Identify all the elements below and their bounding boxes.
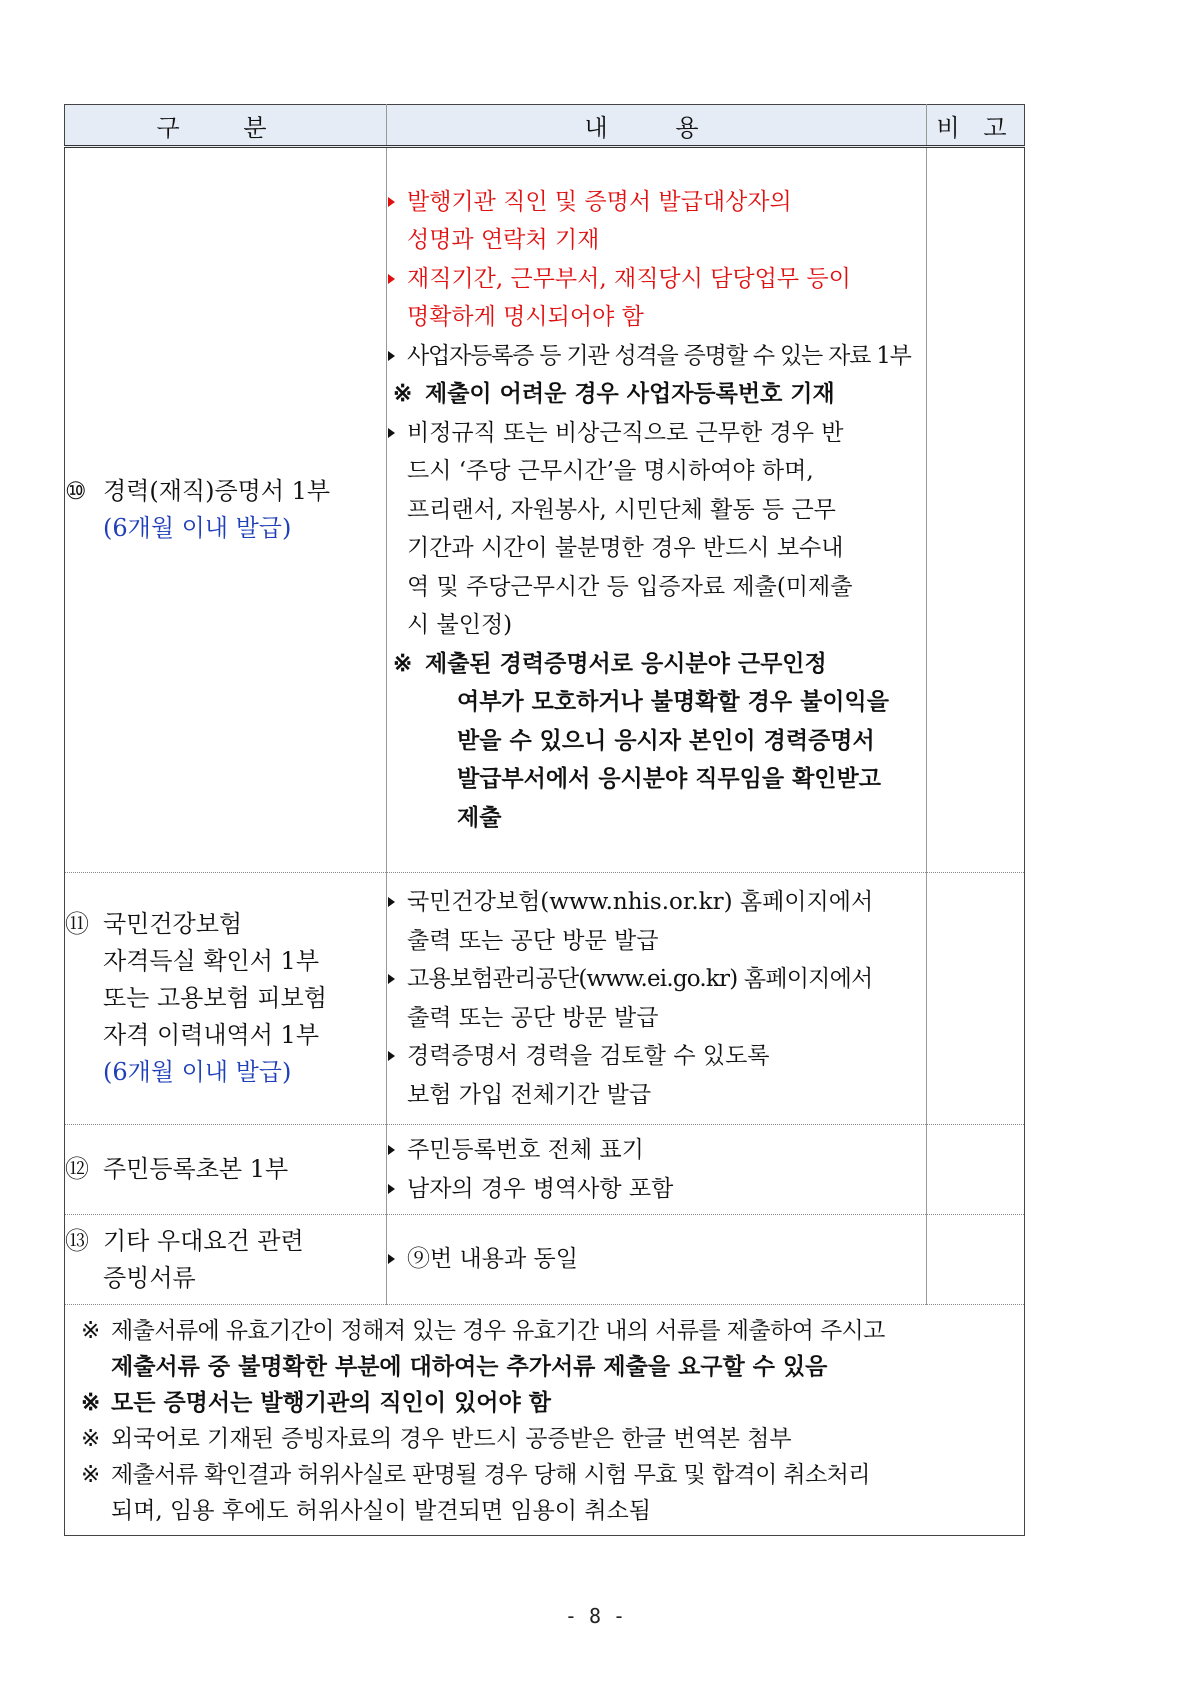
category-cell: ⑬ 기타 우대요건 관련 증빙서류 bbox=[65, 1215, 387, 1305]
requirements-table bbox=[64, 104, 1025, 1536]
bullet-triangle-icon bbox=[388, 1184, 395, 1194]
bullet-triangle-icon bbox=[388, 197, 395, 207]
category-cell bbox=[65, 147, 387, 873]
bullet-triangle-icon bbox=[388, 428, 395, 438]
content-cell bbox=[387, 873, 927, 1125]
list-item: 경력증명서 경력을 검토할 수 있도록 보험 가입 전체기간 발급 bbox=[387, 1037, 926, 1114]
category-cell bbox=[65, 1125, 387, 1215]
validity-note: (6개월 이내 발급) bbox=[103, 1058, 292, 1086]
remarks-cell bbox=[927, 873, 1025, 1125]
table-row bbox=[65, 1125, 1025, 1215]
page-number: - 8 - bbox=[564, 1604, 626, 1628]
list-item: 남자의 경우 병역사항 포함 bbox=[387, 1170, 926, 1209]
content-cell bbox=[387, 1215, 927, 1305]
category-title: ⑬ 기타 우대요건 관련 bbox=[65, 1223, 386, 1260]
bullet-triangle-icon bbox=[388, 1051, 395, 1061]
footnote: ※ 제출서류에 유효기간이 정해져 있는 경우 유효기간 내의 서류를 제출하여 주시고 제출서류 중 불명확한 부분에 대하여는 추가서류 제출을 요구할 수 있음 bbox=[81, 1318, 885, 1380]
content-cell bbox=[387, 147, 927, 873]
item-number: ⑬ bbox=[65, 1226, 89, 1255]
header-category: 구 분 bbox=[65, 105, 387, 147]
list-item: 국민건강보험(www.nhis.or.kr) 홈페이지에서 출력 또는 공단 방문 발급 bbox=[387, 883, 926, 960]
header-content: 내 용 bbox=[387, 105, 927, 147]
remarks-cell bbox=[927, 1215, 1025, 1305]
item-number: ⑪ bbox=[65, 910, 89, 938]
validity-note: (6개월 이내 발급) bbox=[103, 514, 292, 542]
footnote: ※ 모든 증명서는 발행기관의 직인이 있어야 함 bbox=[81, 1389, 551, 1416]
category-title: ⑩ 경력(재직)증명서 1부 bbox=[65, 473, 386, 510]
content-cell bbox=[387, 1125, 927, 1215]
table-header-row bbox=[65, 105, 1025, 147]
table-row bbox=[65, 873, 1025, 1125]
bullet-triangle-icon bbox=[388, 274, 395, 284]
bullet-triangle-icon bbox=[388, 974, 395, 984]
item-number: ⑫ bbox=[65, 1155, 89, 1183]
list-item: 사업자등록증 등 기관 성격을 증명할 수 있는 자료 1부 bbox=[387, 337, 926, 376]
remarks-cell bbox=[927, 1125, 1025, 1215]
footnotes-row bbox=[65, 1305, 1025, 1536]
footnote: ※ 제출서류 확인결과 허위사실로 판명될 경우 당해 시험 무효 및 합격이 취소처리 되며, 임용 후에도 허위사실이 발견되면 임용이 취소됨 bbox=[81, 1462, 870, 1524]
table-row bbox=[65, 1215, 1025, 1305]
item-number: ⑩ bbox=[65, 477, 87, 505]
table-row bbox=[65, 147, 1025, 873]
list-item: 주민등록번호 전체 표기 bbox=[387, 1131, 926, 1170]
list-item: 비정규직 또는 비상근직으로 근무한 경우 반 드시 ‘주당 근무시간’을 명시하여야 하며, 프리랜서, 자원봉사, 시민단체 활동 등 근무 기간과 시간이 불분명한 경우 반드시 보수내 역 및 주당근무시간 등 입증자료 제출(미제출 시 불인정) bbox=[387, 414, 926, 645]
list-item: 고용보험관리공단(www.ei.go.kr) 홈페이지에서 출력 또는 공단 방문 발급 bbox=[387, 960, 926, 1037]
category-title: ⑫ 주민등록초본 1부 bbox=[65, 1151, 386, 1188]
bullet-triangle-icon bbox=[388, 897, 395, 907]
category-cell: ⑪ 국민건강보험 자격득실 확인서 1부 또는 고용보험 피보험 자격 이력내역서 1부 (6개월 이내 발급) bbox=[65, 873, 387, 1125]
footnote: ※ 외국어로 기재된 증빙자료의 경우 반드시 공증받은 한글 번역본 첨부 bbox=[81, 1426, 792, 1452]
remarks-cell bbox=[927, 147, 1025, 873]
list-item: ⑨번 내용과 동일 bbox=[387, 1240, 926, 1279]
list-item: 재직기간, 근무부서, 재직당시 담당업무 등이 명확하게 명시되어야 함 bbox=[387, 260, 926, 337]
bullet-triangle-icon bbox=[388, 1254, 395, 1264]
bullet-triangle-icon bbox=[388, 351, 395, 361]
category-title: ⑪ 국민건강보험 bbox=[65, 906, 386, 943]
header-remarks: 비 고 bbox=[927, 105, 1025, 147]
bullet-triangle-icon bbox=[388, 1145, 395, 1155]
note-item: ※ 제출된 경력증명서로 응시분야 근무인정 여부가 모호하거나 불명확할 경우 불이익을 받을 수 있으니 응시자 본인이 경력증명서 발급부서에서 응시분야 직무임을 확인받고 제출 bbox=[393, 649, 889, 831]
note-item: ※ 제출이 어려운 경우 사업자등록번호 기재 bbox=[393, 380, 835, 408]
footnotes-cell bbox=[65, 1305, 1025, 1536]
list-item: 발행기관 직인 및 증명서 발급대상자의 성명과 연락처 기재 bbox=[387, 183, 926, 260]
